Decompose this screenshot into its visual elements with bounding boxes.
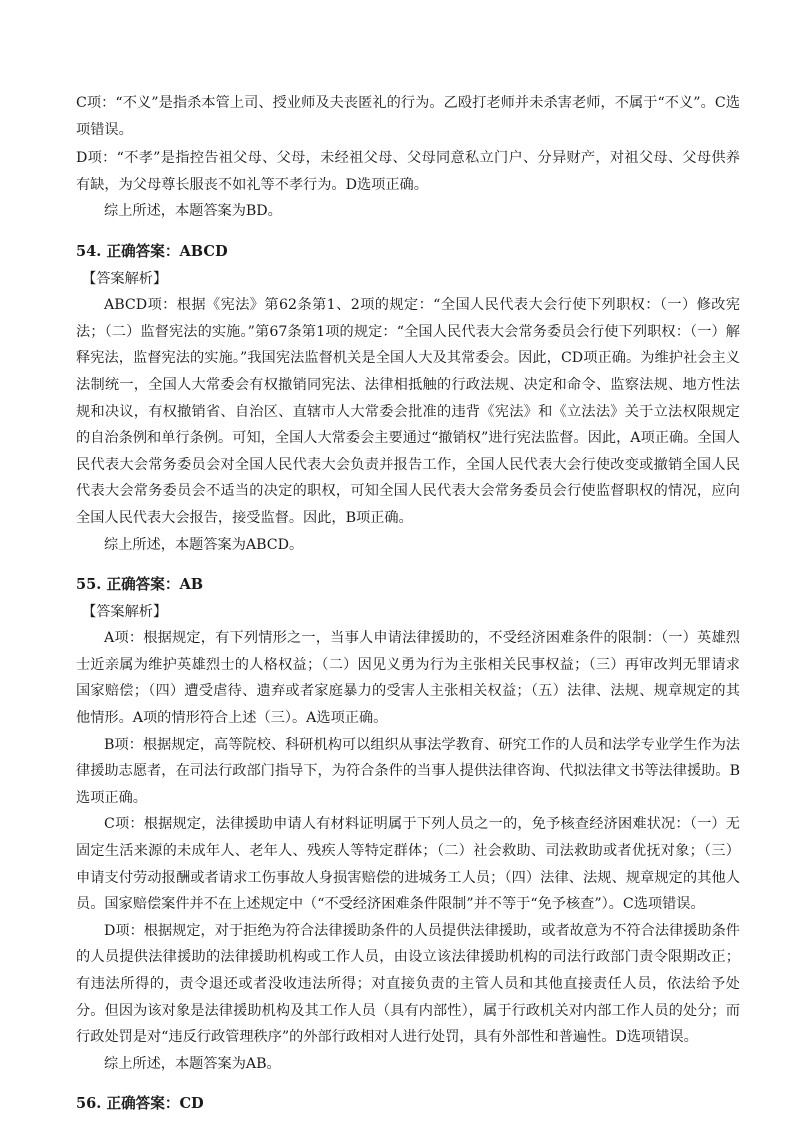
paragraph-d-55: D项：根据规定，对于拒绝为符合法律援助条件的人员提供法律援助，或者故意为不符合法律援助条件的人员提供法律援助的法律援助机构或工作人员，由设立该法律援助机构的司法行政部门责令限期改正；有违法所得的，责令退还或者没收违法所得；对直接负责的主管人员和其他直接责任人员，依法给予处分。但因为该对象是法律援助机构及其工作人员（具有内部性），属于行政机关对内部工作人员的处分；而行政处罚是对“违反行政管理秩序”的外部行政相对人进行处罚，具有外部性和普遍性。D选项错误。 xyxy=(76,922,740,1046)
paragraph-abcd-54: ABCD项：根据《宪法》第62条第1、2项的规定：“全国人民代表大会行使下列职权：（一）修改宪法；（二）监督宪法的实施。”第67条第1项的规定：“全国人民代表大会常务委员会行使下列职权：（一）解释宪法，监督宪法的实施。”我国宪法监督机关是全国人大及其常委会。因此，CD项正确。为维护社会主义法制统一，全国人大常委会有权撤销同宪法、法律相抵触的行政法规、决定和命令、监察法规、地方性法规和决议，有权撤销省、自治区、直辖市人大常委会批准的违背《宪法》和《立法法》关于立法权限规定的自治条例和单行条例。可知，全国人大常委会主要通过“撤销权”进行宪法监督。因此，A项正确。全国人民代表大会常务委员会对全国人民代表大会负责并报告工作，全国人民代表大会行使改变或撤销全国人民代表大会常务委员会不适当的决定的职权，可知全国人民代表大会常务委员会行使监督职权的情况，应向全国人民代表大会报告，接受监督。因此，B项正确。 xyxy=(76,297,740,526)
page-content xyxy=(76,90,740,1118)
paragraph-a-55: A项：根据规定，有下列情形之一，当事人申请法律援助的，不受经济困难条件的限制：（一）英雄烈士近亲属为维护英雄烈士的人格权益；（二）因见义勇为行为主张相关民事权益；（三）再审改判无罪请求国家赔偿；（四）遭受虐待、遗弃或者家庭暴力的受害人主张相关权益；（五）法律、法规、规章规定的其他情形。A项的情形符合上述（三）。A选项正确。 xyxy=(76,630,740,727)
paragraph-b-55: B项：根据规定，高等院校、科研机构可以组织从事法学教育、研究工作的人员和法学专业学生作为法律援助志愿者，在司法行政部门指导下，为符合条件的当事人提供法律咨询、代拟法律文书等法律援助。B选项正确。 xyxy=(76,736,740,806)
answer-heading-56: 56. 正确答案：CD xyxy=(76,1095,204,1113)
paragraph-d-buxiao: D项：“不孝”是指控告祖父母、父母，未经祖父母、父母同意私立门户、分异财产，对祖父母、父母供养有缺，为父母尊长服丧不如礼等不孝行为。D选项正确。 xyxy=(76,150,740,193)
paragraph-c-55: C项：根据规定，法律援助申请人有材料证明属于下列人员之一的，免予核查经济困难状况：（一）无固定生活来源的未成年人、老年人、残疾人等特定群体；（二）社会救助、司法救助或者优抚对象；（三）申请支付劳动报酬或者请求工伤事故人身损害赔偿的进城务工人员；（四）法律、法规、规章规定的其他人员。国家赔偿案件并不在上述规定中（“不受经济困难条件限制”并不等于“免予核查”）。C选项错误。 xyxy=(76,816,740,913)
answer-heading-55: 55. 正确答案：AB xyxy=(76,576,204,594)
paragraph-summary-54: 综上所述，本题答案为ABCD。 xyxy=(104,536,304,553)
paragraph-summary-53: 综上所述，本题答案为BD。 xyxy=(104,203,282,220)
answer-heading-54: 54. 正确答案：ABCD xyxy=(76,242,228,260)
analysis-label-55: 【答案解析】 xyxy=(82,603,168,620)
analysis-label-54: 【答案解析】 xyxy=(82,270,168,287)
paragraph-c-buyi: C项：“不义”是指杀本管上司、授业师及夫丧匿礼的行为。乙殴打老师并未杀害老师，不属于“不义”。C选项错误。 xyxy=(76,95,740,138)
paragraph-summary-55: 综上所述，本题答案为AB。 xyxy=(104,1055,281,1072)
